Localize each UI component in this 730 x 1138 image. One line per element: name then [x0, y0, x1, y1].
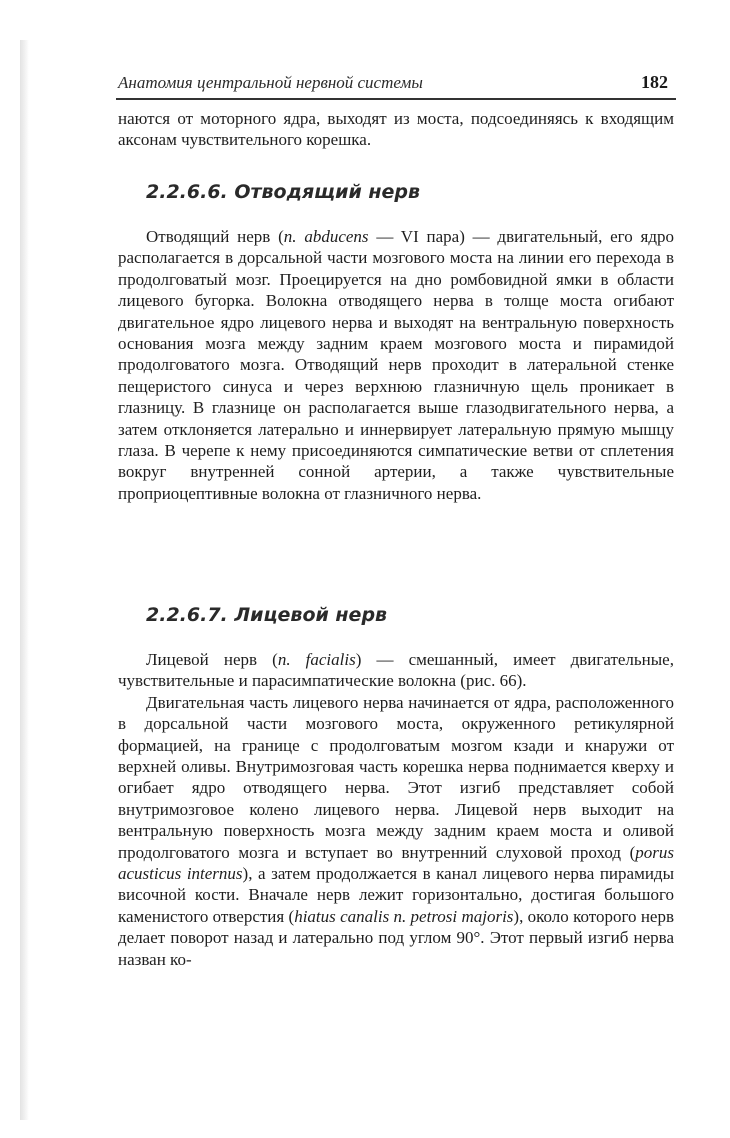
facial-text-block [118, 649, 674, 970]
abducens-p1-rest: — VI пара) — двигательный, его ядро располагается в дорсальной части мозгового моста на линии его перехода в продолговатый мозг. Проецируется на дно ромбовидной ямки в области лицевого бугорка. Волокна отводящего нерва в толще моста огибают двигательное ядро лицевого нерва и выходят на вентральную поверхность основания мозга между задним краем мозгового моста и пирамидой продолговатого мозга. Отводящий нерв проходит в латеральной стенке пещеристого синуса и через верхнюю глазничную щель проникает в глазницу. В глазнице он располагается выше глазодвигательного нерва, а затем отклоняется латерально и иннервирует латеральную прямую мышцу глаза. В черепе к нему присоединяются симпатические ветви от сплетения вокруг внутренней сонной артерии, а также чувствительные проприоцептивные волокна от глазничного нерва. [118, 227, 674, 503]
facial-latin-porus: porus acusticus internus [118, 842, 674, 884]
facial-paragraph-1 [118, 649, 674, 692]
facial-p1-start: Лицевой нерв ( [146, 650, 278, 669]
facial-p2-part2: ), а затем продолжается в канал лицевого нерва пирамиды височной кости. Вначале нерв лежит горизонтально, достигая большого каменистого отверстия ( [118, 864, 674, 926]
intro-paragraph-block [118, 108, 674, 151]
facial-p2-part1: Двигательная часть лицевого нерва начинается от ядра, расположенного в дорсальной части мозгового моста, окруженного ретикулярной формацией, на границе с продолговатым мозгом кзади и кнаружи от верхней оливы. Внутримозговая часть корешка нерва поднимается кверху и огибает ядро отводящего нерва. Этот изгиб представляет собой внутримозговое колено лицевого нерва. Лицевой нерв выходит на вентральную поверхность мозга между задним краем моста и оливой продолговатого мозга и вступает во внутренний слуховой проход ( [118, 692, 674, 862]
running-title: Анатомия центральной нервной системы [118, 73, 423, 92]
abducens-text-block [118, 226, 674, 504]
abducens-paragraph [118, 226, 674, 504]
facial-p1-rest: ) — смешанный, имеет двигательные, чувствительные и парасимпатические волокна (рис. 66). [118, 650, 674, 691]
facial-latin-hiatus: hiatus canalis n. petrosi majoris [294, 906, 514, 926]
heading-facial: 2.2.6.7. Лицевой нерв [146, 604, 388, 626]
heading-abducens: 2.2.6.6. Отводящий нерв [146, 181, 421, 203]
facial-p2-part3: ), около которого нерв делает поворот назад и латерально под углом 90°. Этот первый изгиб нерва назван ко- [118, 906, 674, 969]
header-rule [116, 98, 676, 100]
facial-latin-term: n. facialis [277, 650, 356, 669]
abducens-p1-start: Отводящий нерв ( [146, 227, 284, 246]
running-header [116, 70, 676, 96]
intro-paragraph: наются от моторного ядра, выходят из моста, подсоединяясь к входящим аксонам чувствительного корешка. [118, 109, 674, 150]
facial-paragraph-2 [118, 692, 674, 970]
scan-edge-shadow [20, 40, 29, 1120]
abducens-latin-term: n. abducens [283, 227, 369, 246]
page-number: 182 [641, 72, 668, 92]
